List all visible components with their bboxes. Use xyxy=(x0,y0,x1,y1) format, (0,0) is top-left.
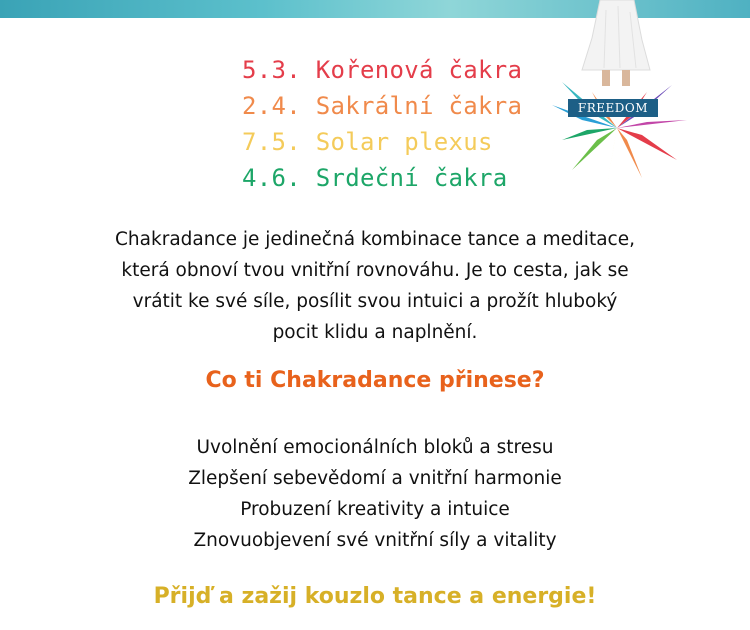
benefit-item: Znovuobjevení své vnitřní síly a vitality xyxy=(193,530,557,551)
intro-line: pocit klidu a naplnění. xyxy=(272,322,478,343)
intro-paragraph xyxy=(60,224,690,348)
schedule-item-solar-plexus: 7.5. Solar plexus xyxy=(242,128,493,156)
dancer-dress xyxy=(582,0,650,70)
dancer-foot-left xyxy=(602,70,610,86)
intro-line: vrátit ke své síle, posílit svou intuici a prožít hluboký xyxy=(132,291,618,312)
dancer-foot-right xyxy=(622,70,630,86)
benefit-item: Probuzení kreativity a intuice xyxy=(240,499,510,520)
intro-line: Chakradance je jedinečná kombinace tance a meditace, xyxy=(115,229,635,250)
benefit-item: Zlepšení sebevědomí a vnitřní harmonie xyxy=(188,468,562,489)
schedule-item-root-chakra: 5.3. Kořenová čakra xyxy=(242,56,523,84)
freedom-dancer-illustration xyxy=(542,0,692,190)
freedom-label: FREEDOM xyxy=(568,99,658,117)
chakra-schedule xyxy=(242,52,522,196)
benefit-item: Uvolnění emocionálních bloků a stresu xyxy=(196,437,554,458)
call-to-action: Přijď a zažij kouzlo tance a energie! xyxy=(153,584,597,609)
intro-line: která obnoví tvou vnitřní rovnováhu. Je to cesta, jak se xyxy=(121,260,629,281)
schedule-item-sacral-chakra: 2.4. Sakrální čakra xyxy=(242,92,523,120)
schedule-item-heart-chakra: 4.6. Srdeční čakra xyxy=(242,164,508,192)
benefits-heading: Co ti Chakradance přinese? xyxy=(205,368,545,393)
chakra-petals xyxy=(552,82,687,185)
benefits-list xyxy=(0,432,750,556)
